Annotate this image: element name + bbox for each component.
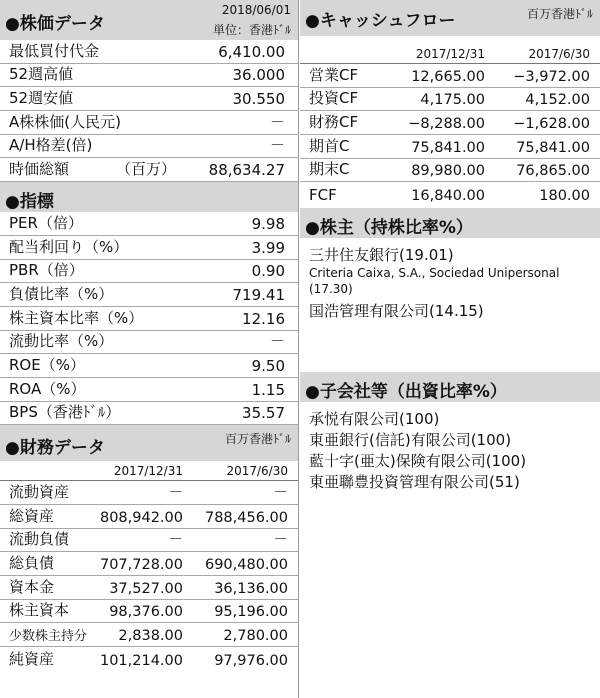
subsidiaries-list xyxy=(300,402,600,522)
financial-title: ●財務データ xyxy=(5,438,105,459)
financial-value-1: 2,838.00 xyxy=(118,628,183,645)
indicator-value: 9.50 xyxy=(251,356,285,375)
stock-value: － xyxy=(269,112,285,131)
cashflow-row xyxy=(300,88,600,112)
financial-value-1: － xyxy=(168,532,183,549)
cashflow-header xyxy=(300,0,600,36)
indicator-value: 12.16 xyxy=(242,309,285,328)
indicator-value: － xyxy=(269,332,285,351)
financial-label: 少数株主持分 xyxy=(9,629,88,645)
financial-value-1: － xyxy=(168,485,183,501)
stock-row xyxy=(0,64,298,88)
indicator-label: 配当利回り（%） xyxy=(9,237,129,256)
stock-row xyxy=(0,135,298,159)
indicator-label: 流動比率（%） xyxy=(9,332,114,351)
financial-label: 株主資本 xyxy=(9,601,70,620)
indicator-value: 35.57 xyxy=(242,404,285,423)
indicator-value: 3.99 xyxy=(251,238,285,257)
financial-column-headers xyxy=(0,461,298,481)
financial-value-2: 788,456.00 xyxy=(204,509,288,526)
stock-table xyxy=(0,40,298,182)
shareholder-item: 国浩管理有限公司(14.15) xyxy=(309,302,484,321)
cashflow-row xyxy=(300,159,600,183)
cashflow-table xyxy=(300,64,600,206)
shareholders-list xyxy=(300,238,600,372)
cashflow-value-1: −8,288.00 xyxy=(408,116,485,133)
financial-value-1: 37,527.00 xyxy=(109,580,183,597)
indicators-table xyxy=(0,212,298,425)
stock-row xyxy=(0,40,298,64)
stock-value: 6,410.00 xyxy=(218,42,285,61)
indicators-header xyxy=(0,182,298,212)
stock-header xyxy=(0,0,298,40)
right-column xyxy=(300,0,600,522)
indicator-value: 9.98 xyxy=(251,214,285,233)
shareholder-item: Criteria Caixa, S.A., Sociedad Unipersonal xyxy=(309,266,560,281)
cashflow-label: 期首C xyxy=(309,136,350,155)
indicator-value: 0.90 xyxy=(251,262,285,281)
subsidiaries-header xyxy=(300,372,600,402)
stock-date: 2018/06/01 xyxy=(221,3,291,17)
cashflow-value-2: 180.00 xyxy=(539,188,590,205)
subsidiary-item: 承悦有限公司(100) xyxy=(309,410,440,429)
stock-label: 最低買付代金 xyxy=(9,41,100,60)
financial-row xyxy=(0,576,298,600)
stock-label: 時価総額 xyxy=(9,160,70,179)
financial-row xyxy=(0,552,298,576)
indicator-label: 株主資本比率（%） xyxy=(9,308,144,327)
cashflow-column-headers xyxy=(300,36,600,64)
stock-unit-note: （百万） xyxy=(116,160,177,179)
cashflow-label: 投資CF xyxy=(309,89,359,108)
financial-value-2: － xyxy=(273,532,288,549)
cashflow-title: ●キャッシュフロー xyxy=(305,11,456,31)
cashflow-label: FCF xyxy=(309,186,337,205)
column-divider xyxy=(298,0,299,698)
stock-label: 52週高値 xyxy=(9,65,74,84)
stock-title: ●株価データ xyxy=(5,14,105,34)
stock-label: 52週安値 xyxy=(9,89,74,108)
cashflow-unit: 百万香港ﾄﾞﾙ xyxy=(526,7,593,21)
financial-label: 総負債 xyxy=(9,554,55,573)
cashflow-value-2: 4,152.00 xyxy=(525,92,590,109)
cashflow-value-2: 76,865.00 xyxy=(516,163,590,180)
financial-row xyxy=(0,481,298,505)
indicator-label: 負債比率（%） xyxy=(9,284,114,303)
indicator-label: ROE（%） xyxy=(9,355,85,374)
indicator-label: PER（倍） xyxy=(9,213,83,232)
shareholder-item-percent: (17.30) xyxy=(309,282,353,297)
financial-value-2: － xyxy=(273,485,288,501)
financial-value-2: 2,780.00 xyxy=(223,628,288,645)
left-column xyxy=(0,0,298,671)
financial-col-date-2: 2017/6/30 xyxy=(226,464,288,479)
stock-label: A/H格差(倍) xyxy=(9,136,93,155)
financial-label: 資本金 xyxy=(9,577,55,596)
financial-label: 流動負債 xyxy=(9,530,70,549)
stock-value: 30.550 xyxy=(232,90,285,109)
shareholders-title: ●株主（持株比率%） xyxy=(305,218,473,239)
indicator-row xyxy=(0,260,298,284)
indicator-row xyxy=(0,307,298,331)
financial-value-1: 98,376.00 xyxy=(109,604,183,621)
financial-value-2: 36,136.00 xyxy=(214,580,288,597)
financial-col-date-1: 2017/12/31 xyxy=(113,464,183,479)
cashflow-row xyxy=(300,135,600,159)
financial-label: 純資産 xyxy=(9,649,55,668)
financial-value-1: 707,728.00 xyxy=(99,557,183,574)
stock-row xyxy=(0,87,298,111)
financial-value-2: 97,976.00 xyxy=(214,652,288,669)
shareholders-header xyxy=(300,208,600,238)
cashflow-value-1: 16,840.00 xyxy=(411,188,485,205)
cashflow-value-1: 75,841.00 xyxy=(411,139,485,156)
cashflow-value-2: 75,841.00 xyxy=(516,139,590,156)
financial-label: 流動資産 xyxy=(9,483,70,501)
stock-value: － xyxy=(269,136,285,155)
cashflow-col-date-1: 2017/12/31 xyxy=(415,47,485,61)
indicator-row xyxy=(0,402,298,426)
indicators-title: ●指標 xyxy=(5,192,54,213)
financial-row xyxy=(0,647,298,671)
cashflow-row xyxy=(300,182,600,206)
financial-row xyxy=(0,529,298,553)
indicator-value: 719.41 xyxy=(232,285,285,304)
financial-label: 総資産 xyxy=(9,506,55,525)
stock-value: 88,634.27 xyxy=(208,161,285,180)
indicator-row xyxy=(0,236,298,260)
shareholder-item: 三井住友銀行(19.01) xyxy=(309,246,454,265)
cashflow-label: 期末C xyxy=(309,160,350,179)
financial-header xyxy=(0,425,298,461)
financial-row xyxy=(0,505,298,529)
subsidiaries-title: ●子会社等（出資比率%） xyxy=(305,382,507,403)
financial-table xyxy=(0,481,298,671)
indicator-row xyxy=(0,331,298,355)
cashflow-value-2: −3,972.00 xyxy=(513,68,590,85)
financial-value-1: 808,942.00 xyxy=(99,509,183,526)
indicator-row xyxy=(0,378,298,402)
stock-row xyxy=(0,158,298,182)
indicator-value: 1.15 xyxy=(251,380,285,399)
stock-unit: 単位：香港ﾄﾞﾙ xyxy=(212,23,291,37)
financial-row xyxy=(0,623,298,647)
subsidiary-item: 藍十字(亜太)保険有限公司(100) xyxy=(309,452,527,471)
indicator-label: BPS（香港ﾄﾞﾙ） xyxy=(9,403,121,422)
cashflow-value-1: 89,980.00 xyxy=(411,163,485,180)
indicator-row xyxy=(0,283,298,307)
cashflow-value-1: 4,175.00 xyxy=(420,92,485,109)
stock-label: A株株価(人民元) xyxy=(9,112,121,131)
cashflow-value-1: 12,665.00 xyxy=(411,68,485,85)
cashflow-label: 営業CF xyxy=(309,65,359,84)
indicator-label: PBR（倍） xyxy=(9,261,84,280)
financial-unit: 百万香港ﾄﾞﾙ xyxy=(224,432,291,447)
financial-value-2: 690,480.00 xyxy=(204,557,288,574)
indicator-row xyxy=(0,354,298,378)
indicator-row xyxy=(0,212,298,236)
financial-value-2: 95,196.00 xyxy=(214,604,288,621)
stock-value: 36.000 xyxy=(232,66,285,85)
financial-row xyxy=(0,600,298,624)
stock-row xyxy=(0,111,298,135)
subsidiary-item: 東亜銀行(信託)有限公司(100) xyxy=(309,431,512,450)
cashflow-label: 財務CF xyxy=(309,113,359,132)
financial-value-1: 101,214.00 xyxy=(99,652,183,669)
cashflow-row xyxy=(300,111,600,135)
subsidiary-item: 東亜聯豊投資管理有限公司(51) xyxy=(309,473,520,492)
cashflow-value-2: −1,628.00 xyxy=(513,116,590,133)
cashflow-col-date-2: 2017/6/30 xyxy=(528,47,590,61)
cashflow-row xyxy=(300,64,600,88)
indicator-label: ROA（%） xyxy=(9,379,86,398)
